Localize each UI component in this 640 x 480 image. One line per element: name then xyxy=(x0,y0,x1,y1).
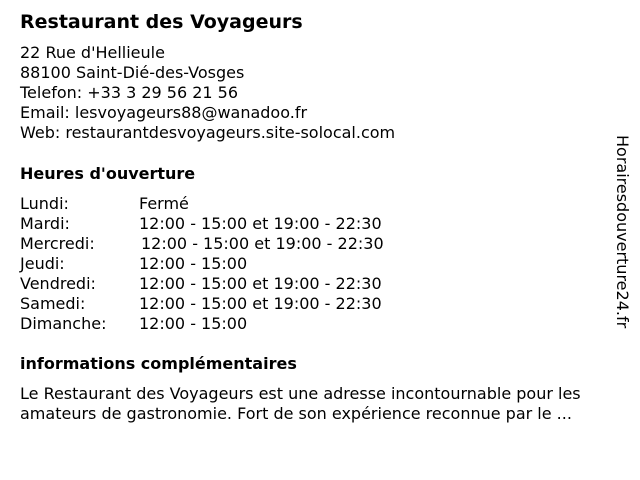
time-value: 12:00 - 15:00 et 19:00 - 22:30 xyxy=(139,294,382,313)
description-line: amateurs de gastronomie. Fort de son expérience reconnue par le ... xyxy=(20,404,572,423)
hours-row-thursday xyxy=(20,254,440,274)
address-city: 88100 Saint-Dié-des-Vosges xyxy=(20,63,245,82)
day-label: Vendredi: xyxy=(20,274,96,293)
description-line: Le Restaurant des Voyageurs est une adresse incontournable pour les xyxy=(20,384,581,403)
day-label: Samedi: xyxy=(20,294,86,313)
day-label: Lundi: xyxy=(20,194,69,213)
site-watermark xyxy=(612,135,632,345)
day-label: Mardi: xyxy=(20,214,70,233)
site-watermark-text: Horairesdouverture24.fr xyxy=(613,135,632,329)
website-url[interactable]: Web: restaurantdesvoyageurs.site-solocal.com xyxy=(20,123,396,142)
day-label: Dimanche: xyxy=(20,314,107,333)
time-value: 12:00 - 15:00 et 19:00 - 22:30 xyxy=(139,214,382,233)
hours-row-friday xyxy=(20,274,440,294)
time-value: 12:00 - 15:00 et 19:00 - 22:30 xyxy=(141,234,384,253)
email-address[interactable]: Email: lesvoyageurs88@wanadoo.fr xyxy=(20,103,308,122)
time-value: 12:00 - 15:00 et 19:00 - 22:30 xyxy=(139,274,382,293)
time-value: 12:00 - 15:00 xyxy=(139,314,248,333)
hours-row-sunday xyxy=(20,314,440,334)
phone-number[interactable]: Telefon: +33 3 29 56 21 56 xyxy=(20,83,239,102)
hours-row-wednesday xyxy=(20,234,440,254)
day-label: Mercredi: xyxy=(20,234,95,253)
time-value: 12:00 - 15:00 xyxy=(139,254,248,273)
hours-row-monday xyxy=(20,194,440,214)
contact-block xyxy=(20,43,395,143)
restaurant-name: Restaurant des Voyageurs xyxy=(20,11,303,33)
day-label: Jeudi: xyxy=(20,254,65,273)
description-text xyxy=(20,384,632,424)
additional-info-heading: informations complémentaires xyxy=(20,354,297,373)
opening-hours-table xyxy=(20,194,440,334)
hours-row-saturday xyxy=(20,294,440,314)
opening-hours-heading: Heures d'ouverture xyxy=(20,164,196,183)
hours-row-tuesday xyxy=(20,214,440,234)
address-street: 22 Rue d'Hellieule xyxy=(20,43,165,62)
time-value: Fermé xyxy=(139,194,189,213)
